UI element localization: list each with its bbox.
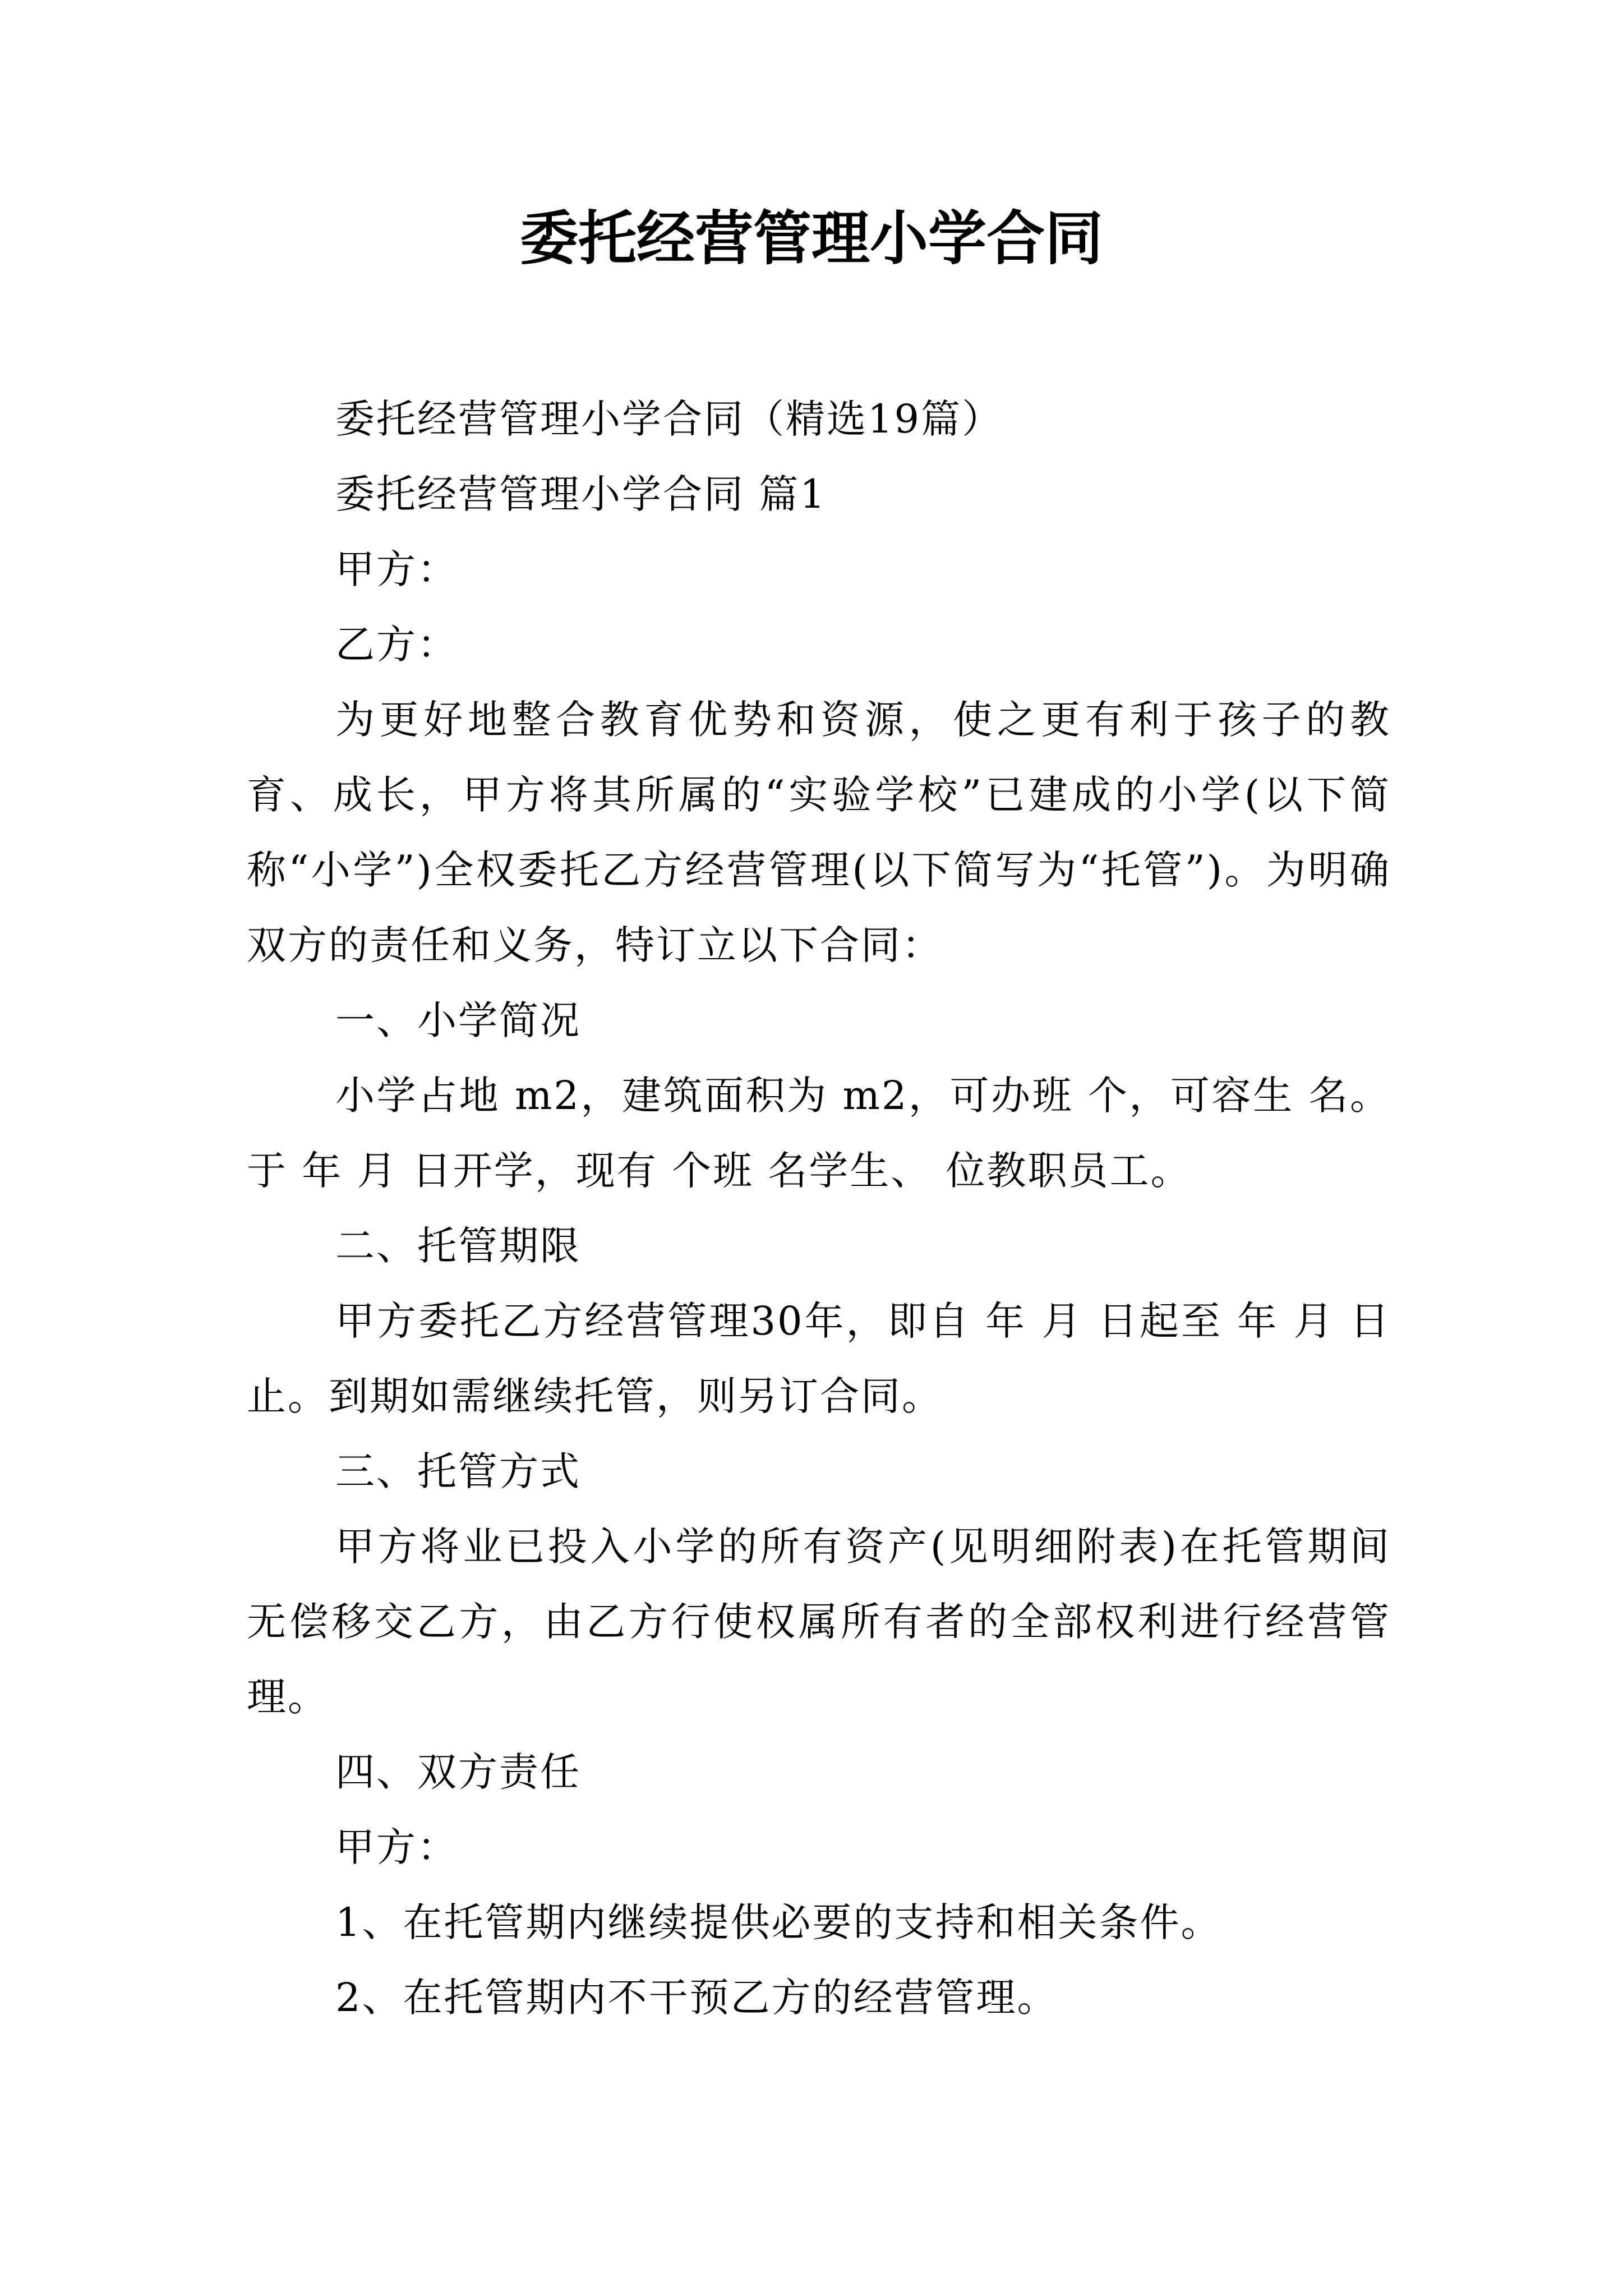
responsibility-item: 2、在托管期内不干预乙方的经营管理。 [335,1975,1058,2021]
section-heading-overview: 一、小学简况 [335,997,581,1043]
party-b-label: 乙方： [335,622,458,668]
party-a-responsibilities-label: 甲方： [335,1824,458,1870]
term-paragraph: 甲方委托乙方经营管理30年，即自 年 月 日起至 年 月 日止。到期如需继续托管，则另订合同。 [247,1298,1391,1419]
preamble-paragraph: 为更好地整合教育优势和资源，使之更有利于孩子的教育、成长，甲方将其所属的“实验学校”已建成的小学(以下简称“小学”)全权委托乙方经营管理(以下简写为“托管”)。为明确双方的责任和义务，特订立以下合同： [247,697,1391,968]
method-paragraph: 甲方将业已投入小学的所有资产(见明细附表)在托管期间无偿移交乙方，由乙方行使权属所有者的全部权利进行经营管理。 [247,1524,1391,1720]
chapter-heading: 委托经营管理小学合同 篇1 [335,471,827,517]
party-a-label: 甲方： [335,546,458,592]
section-heading-term: 二、托管期限 [335,1223,581,1269]
responsibility-item: 1、在托管期内继续提供必要的支持和相关条件。 [335,1899,1222,1945]
section-heading-responsibilities: 四、双方责任 [335,1749,581,1795]
section-heading-method: 三、托管方式 [335,1448,581,1494]
overview-paragraph: 小学占地 m2，建筑面积为 m2，可办班 个，可容生 名。于 年 月 日开学，现有 个班 名学生、 位教职员工。 [247,1073,1391,1194]
document-title: 委托经营管理小学合同 [519,204,1103,273]
subtitle-paragraph: 委托经营管理小学合同（精选19篇） [335,396,1003,442]
document-body [247,381,1391,2035]
